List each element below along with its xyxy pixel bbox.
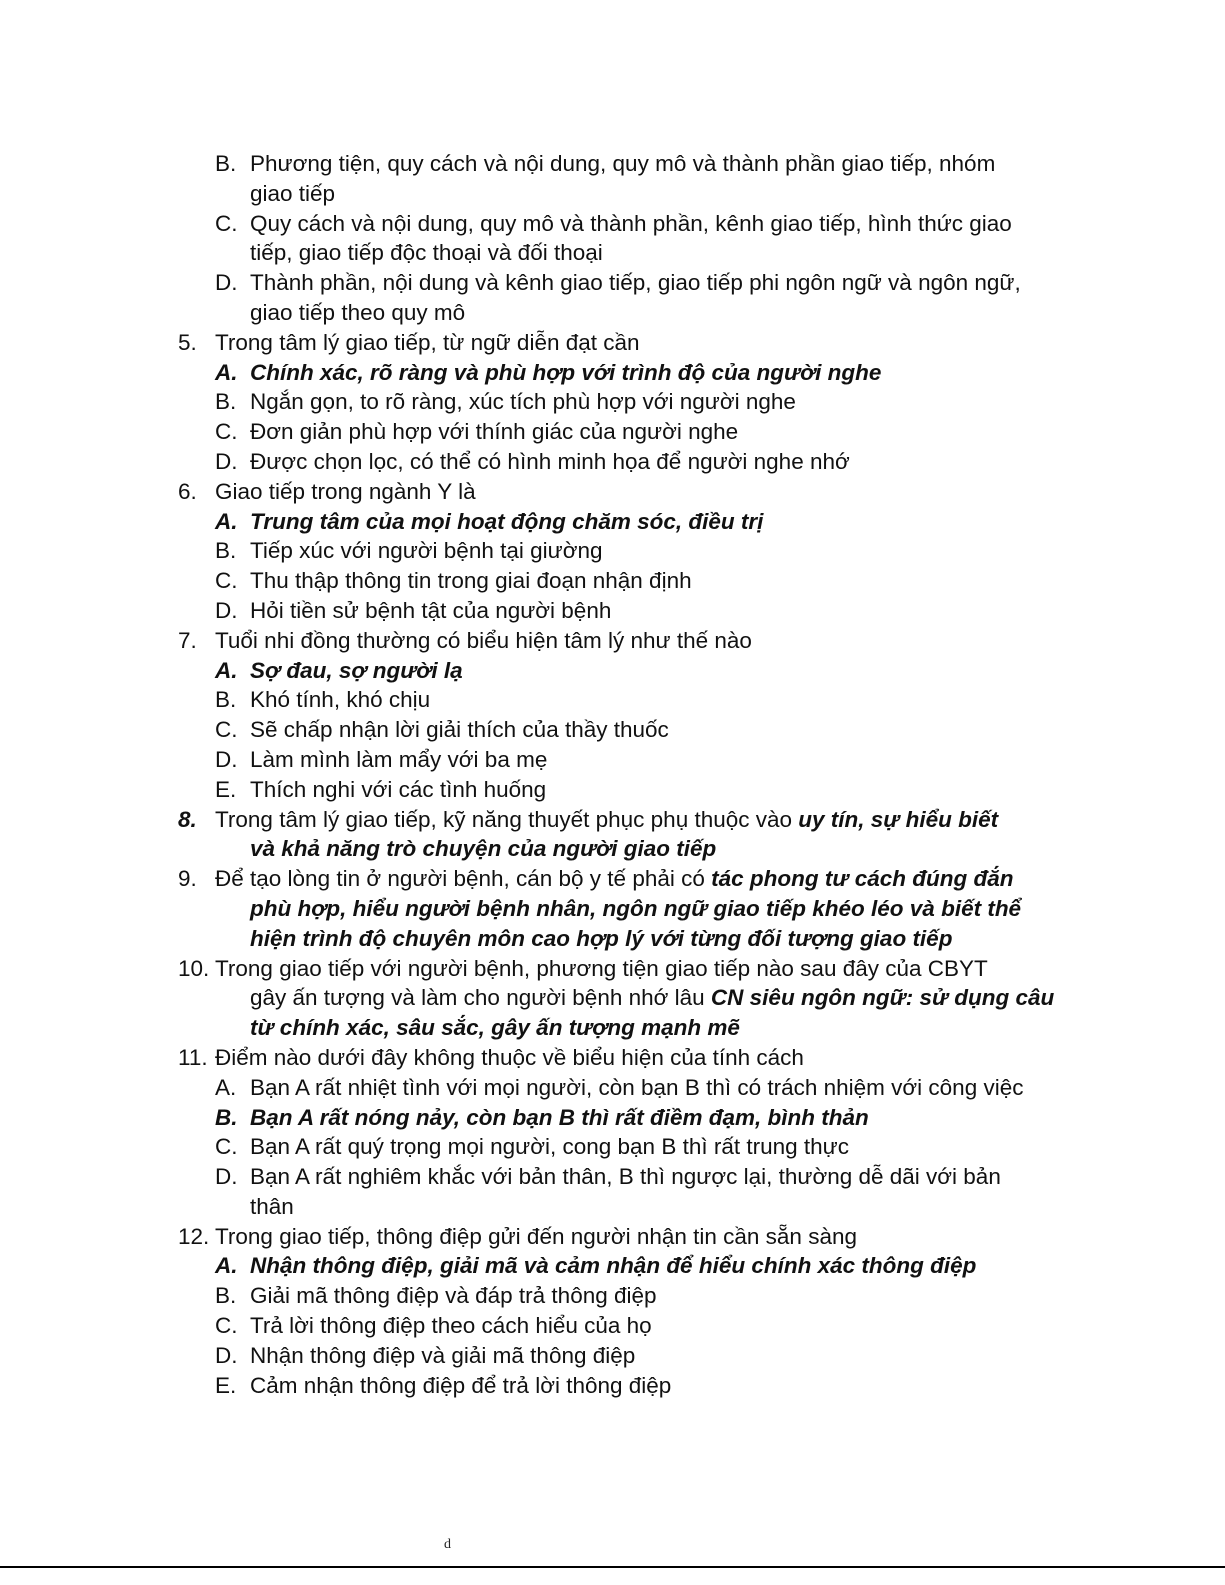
answer-option [178,536,1078,566]
line-text: Để tạo lòng tin ở người bệnh, cán bộ y tế phải có [215,866,712,892]
continuation-line [178,238,1078,268]
answer-highlight: tác phong tư cách đúng đắn [711,866,1014,892]
line-text: Giao tiếp trong ngành Y là [215,478,476,504]
correct-answer-text: và khả năng trò chuyện của người giao tiếp [250,836,717,862]
answer-option [178,745,1078,775]
correct-answer-text: Bạn A rất nóng nảy, còn bạn B thì rất điềm đạm, bình thản [250,1104,869,1130]
item-number: 10. [178,955,210,981]
answer-option [178,1251,1078,1281]
answer-highlight: uy tín, sự hiểu biết [798,806,999,832]
line-text: thân [250,1193,294,1219]
line-text: Sẽ chấp nhận lời giải thích của thầy thuốc [250,717,669,743]
continuation-line [178,179,1078,209]
answer-option [178,1281,1078,1311]
answer-option [178,507,1078,537]
line-text: Trong giao tiếp với người bệnh, phương tiện giao tiếp nào sau đây của CBYT [215,955,988,981]
answer-option [178,149,1078,179]
line-text: Tiếp xúc với người bệnh tại giường [250,538,603,564]
question-line [178,328,1078,358]
item-number: 12. [178,1223,210,1249]
question-line [178,1222,1078,1252]
line-text: Bạn A rất nhiệt tình với mọi người, còn bạn B thì có trách nhiệm với công việc [250,1074,1024,1100]
line-text: giao tiếp [250,180,336,206]
line-text: Thích nghi với các tình huống [250,776,547,802]
correct-answer-text: Trung tâm của mọi hoạt động chăm sóc, điều trị [250,508,764,534]
answer-option [178,387,1078,417]
line-text: Nhận thông điệp và giải mã thông điệp [250,1342,636,1368]
line-text: giao tiếp theo quy mô [250,299,466,325]
item-number: C. [215,717,238,743]
line-text: Phương tiện, quy cách và nội dung, quy mô và thành phần giao tiếp, nhóm [250,151,996,176]
item-number: 6. [178,478,197,504]
answer-option [178,715,1078,745]
page-footer-mark: d [444,1537,451,1552]
answer-option [178,1073,1078,1103]
answer-option [178,685,1078,715]
continuation-line [178,894,1078,924]
line-text: Trong giao tiếp, thông điệp gửi đến người nhận tin cần sẵn sàng [215,1223,857,1249]
question-line [178,864,1078,894]
item-number: D. [215,1164,238,1190]
line-text: Điểm nào dưới đây không thuộc về biểu hiện của tính cách [215,1044,804,1070]
answer-option [178,209,1078,239]
item-number: 9. [178,866,197,892]
item-number: D. [215,1342,238,1368]
item-number: E. [215,1372,237,1398]
line-text: Bạn A rất quý trọng mọi người, cong bạn B thì rất trung thực [250,1134,849,1160]
line-text: Trả lời thông điệp theo cách hiểu của họ [250,1313,652,1339]
correct-answer-text: Sợ đau, sợ người lạ [250,657,463,683]
answer-option [178,656,1078,686]
answer-option [178,596,1078,626]
question-line [178,805,1078,835]
answer-option [178,1371,1078,1401]
line-text: Làm mình làm mẩy với ba mẹ [250,746,548,772]
item-number: A. [215,359,238,385]
answer-option [178,566,1078,596]
answer-option [178,1103,1078,1133]
line-text: Tuổi nhi đồng thường có biểu hiện tâm lý như thế nào [215,627,752,653]
item-number: A. [215,1074,237,1100]
answer-highlight: CN siêu ngôn ngữ: sử dụng câu [710,985,1055,1011]
continuation-line [178,1192,1078,1222]
item-number: D. [215,448,238,474]
answer-option [178,358,1078,388]
question-line [178,477,1078,507]
continuation-line [178,834,1078,864]
answer-option [178,268,1078,298]
item-number: B. [215,687,237,713]
item-number: B. [215,151,237,176]
item-number: 11. [178,1044,208,1070]
continuation-line [178,1013,1078,1043]
page-bottom-border [0,1566,1225,1568]
line-text: Khó tính, khó chịu [250,687,431,713]
line-text: Thành phần, nội dung và kênh giao tiếp, giao tiếp phi ngôn ngữ và ngôn ngữ, [250,270,1021,296]
item-number: D. [215,270,238,296]
line-text: Hỏi tiền sử bệnh tật của người bệnh [250,597,612,623]
line-text: Ngắn gọn, to rõ ràng, xúc tích phù hợp với người nghe [250,389,796,415]
item-number: C. [215,1313,238,1339]
item-number: 7. [178,627,197,653]
item-number: A. [215,657,238,683]
item-number: 8. [178,806,197,832]
item-number: 5. [178,329,197,355]
line-text: tiếp, giao tiếp độc thoại và đối thoại [250,240,603,266]
item-number: E. [215,776,237,802]
item-number: C. [215,419,238,445]
item-number: B. [215,1283,237,1309]
question-line [178,626,1078,656]
line-text: Đơn giản phù hợp với thính giác của người nghe [250,419,739,445]
correct-answer-text: Chính xác, rõ ràng và phù hợp với trình độ của người nghe [250,359,882,385]
item-number: A. [215,508,238,534]
answer-option [178,417,1078,447]
line-text: Trong tâm lý giao tiếp, từ ngữ diễn đạt cần [215,329,640,355]
question-line [178,1043,1078,1073]
question-list [178,149,1078,1400]
answer-option [178,775,1078,805]
item-number: B. [215,389,237,415]
item-number: A. [215,1253,238,1279]
line-text: Thu thập thông tin trong giai đoạn nhận định [250,568,692,594]
continuation-line [178,298,1078,328]
continuation-line [178,924,1078,954]
answer-option [178,1162,1078,1192]
line-text: Cảm nhận thông điệp để trả lời thông điệp [250,1372,672,1398]
item-number: C. [215,1134,238,1160]
answer-option [178,1341,1078,1371]
line-text: gây ấn tượng và làm cho người bệnh nhớ lâu [250,985,711,1011]
line-text: Được chọn lọc, có thể có hình minh họa để người nghe nhớ [250,448,850,474]
line-text: Trong tâm lý giao tiếp, kỹ năng thuyết phục phụ thuộc vào [215,806,799,832]
item-number: C. [215,568,238,594]
item-number: B. [215,538,237,564]
line-text: Quy cách và nội dung, quy mô và thành phần, kênh giao tiếp, hình thức giao [250,210,1012,236]
line-text: Giải mã thông điệp và đáp trả thông điệp [250,1283,657,1309]
item-number: C. [215,210,238,236]
line-text: Bạn A rất nghiêm khắc với bản thân, B thì ngược lại, thường dễ dãi với bản [250,1164,1001,1190]
correct-answer-text: Nhận thông điệp, giải mã và cảm nhận để hiểu chính xác thông điệp [250,1253,977,1279]
continuation-line [178,983,1078,1013]
item-number: D. [215,597,238,623]
answer-option [178,1132,1078,1162]
answer-option [178,1311,1078,1341]
correct-answer-text: hiện trình độ chuyên môn cao hợp lý với từng đối tượng giao tiếp [250,925,953,951]
correct-answer-text: từ chính xác, sâu sắc, gây ấn tượng mạnh mẽ [250,1015,740,1041]
item-number: B. [215,1104,238,1130]
answer-option [178,447,1078,477]
item-number: D. [215,746,238,772]
question-line [178,954,1078,984]
correct-answer-text: phù hợp, hiểu người bệnh nhân, ngôn ngữ giao tiếp khéo léo và biết thể [250,895,1022,921]
